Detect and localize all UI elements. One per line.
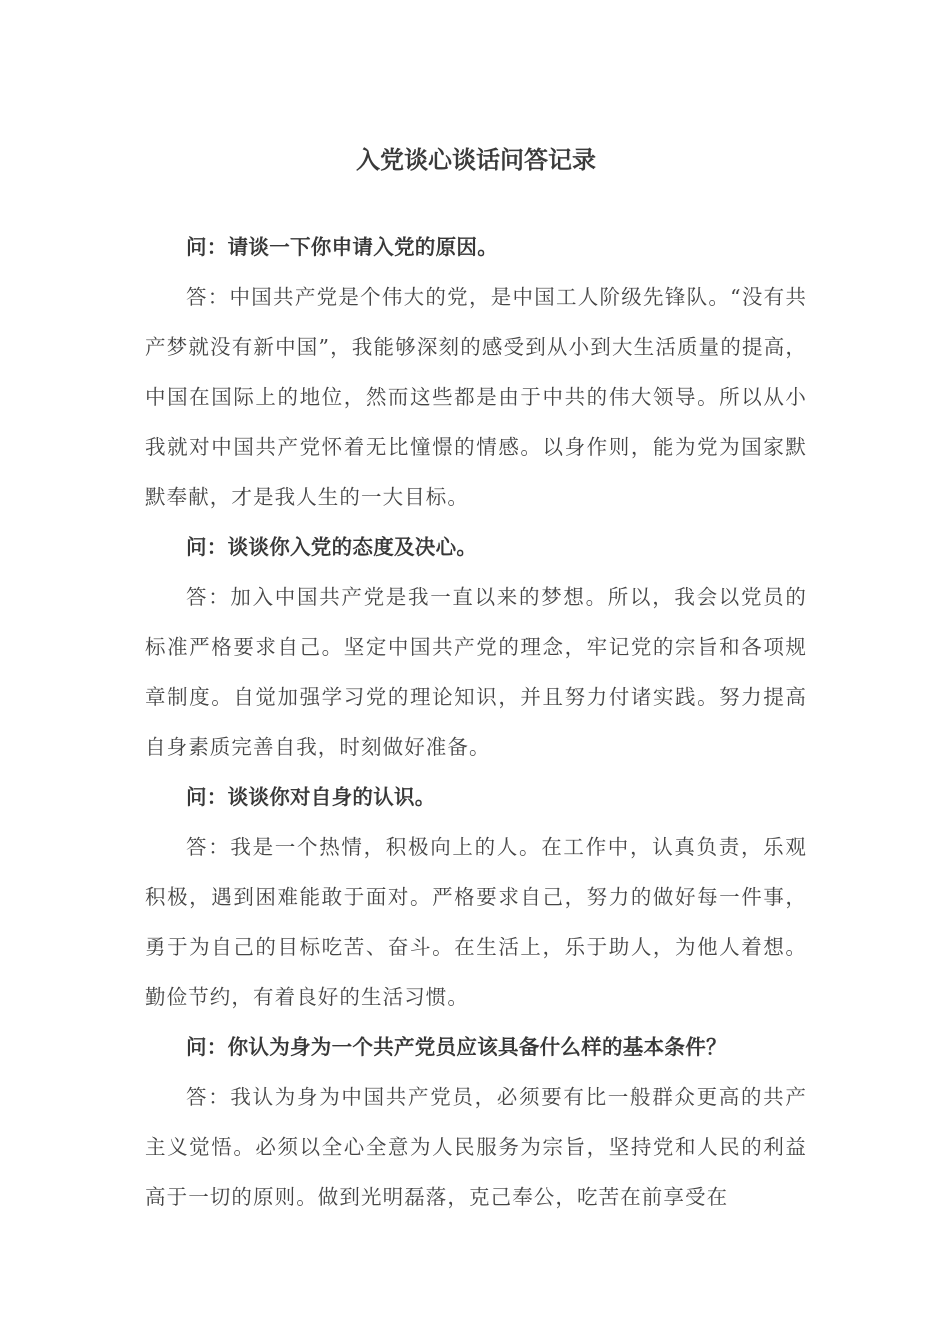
answer-text: 答：加入中国共产党是我一直以来的梦想。所以，我会以党员的标准严格要求自己。坚定中国共产党的理念，牢记党的宗旨和各项规章制度。自觉加强学习党的理论知识，并且努力付诸实践。努力提高自身素质完善自我，时刻做好准备。 xyxy=(145,585,807,759)
qa-item xyxy=(145,772,807,1022)
question-text: 问：谈谈你对自身的认识。 xyxy=(186,785,436,809)
qa-item xyxy=(145,522,807,772)
answer-text: 答：我认为身为中国共产党员，必须要有比一般群众更高的共产主义觉悟。必须以全心全意为人民服务为宗旨，坚持党和人民的利益高于一切的原则。做到光明磊落，克己奉公，吃苦在前享受在 xyxy=(145,1085,807,1209)
answer-text: 答：我是一个热情，积极向上的人。在工作中，认真负责，乐观积极，遇到困难能敢于面对。严格要求自己，努力的做好每一件事，勇于为自己的目标吃苦、奋斗。在生活上，乐于助人，为他人着想。勤俭节约，有着良好的生活习惯。 xyxy=(145,835,807,1009)
document-body xyxy=(145,222,807,1222)
qa-item xyxy=(145,222,807,522)
question-text: 问：请谈一下你申请入党的原因。 xyxy=(186,235,498,259)
qa-item xyxy=(145,1022,807,1222)
question-text: 问：谈谈你入党的态度及决心。 xyxy=(186,535,478,559)
answer-text: 答：中国共产党是个伟大的党，是中国工人阶级先锋队。“没有共产梦就没有新中国”，我能够深刻的感受到从小到大生活质量的提高，中国在国际上的地位，然而这些都是由于中共的伟大领导。所以从小我就对中国共产党怀着无比憧憬的情感。以身作则，能为党为国家默默奉献，才是我人生的一大目标。 xyxy=(145,285,807,509)
question-text: 问：你认为身为一个共产党员应该具备什么样的基本条件？ xyxy=(186,1035,727,1059)
document-title: 入党谈心谈话问答记录 xyxy=(356,146,596,174)
